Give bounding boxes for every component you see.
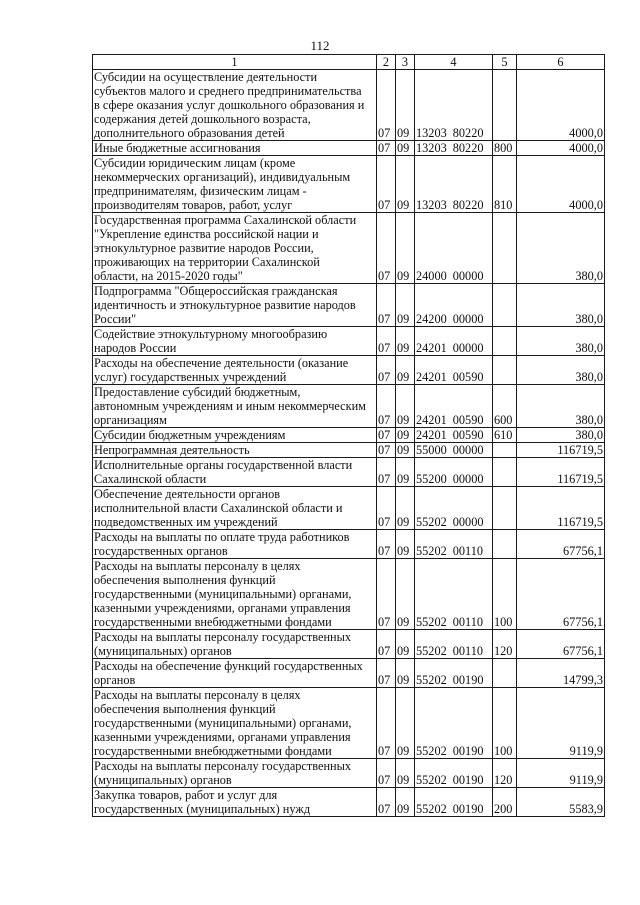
direction-code: 00110: [452, 544, 484, 558]
column-header: 5: [493, 55, 517, 70]
expense-type-code: 100: [493, 688, 517, 759]
target-article-code: [415, 284, 493, 327]
expense-type-code: [493, 443, 517, 458]
program-code: 13203: [416, 126, 447, 140]
row-description: Расходы на выплаты персоналу государственных (муниципальных) органов: [93, 759, 377, 788]
row-description: Обеспечение деятельности органов исполнительной власти Сахалинской области и подведомственных им учреждений: [93, 487, 377, 530]
expense-type-code: 100: [493, 559, 517, 630]
subsection-code: 09: [396, 156, 415, 213]
section-code: 07: [377, 327, 396, 356]
expense-type-code: [493, 458, 517, 487]
subsection-code: 09: [396, 788, 415, 817]
program-code: 55202: [416, 802, 447, 816]
subsection-code: 09: [396, 356, 415, 385]
program-code: 24201: [416, 428, 447, 442]
table-row: [93, 327, 605, 356]
row-description: Исполнительные органы государственной власти Сахалинской области: [93, 458, 377, 487]
target-article-code: [415, 788, 493, 817]
column-header: 1: [93, 55, 377, 70]
target-article-code: [415, 759, 493, 788]
program-code: 24000: [416, 269, 447, 283]
program-code: 55000: [416, 443, 447, 457]
amount: 67756,1: [517, 630, 605, 659]
row-description: Иные бюджетные ассигнования: [93, 141, 377, 156]
column-header: 4: [415, 55, 493, 70]
expense-type-code: [493, 530, 517, 559]
target-article-code: [415, 443, 493, 458]
expense-type-code: 800: [493, 141, 517, 156]
amount: 380,0: [517, 213, 605, 284]
expense-type-code: 120: [493, 630, 517, 659]
table-row: [93, 487, 605, 530]
row-description: Расходы на выплаты персоналу в целях обеспечения выполнения функций государственными (муниципальными) органами, казенными учреждениями, органами управления государственными внебюджетными фондами: [93, 688, 377, 759]
subsection-code: 09: [396, 70, 415, 141]
subsection-code: 09: [396, 327, 415, 356]
target-article-code: [415, 385, 493, 428]
program-code: 55202: [416, 544, 447, 558]
section-code: 07: [377, 630, 396, 659]
subsection-code: 09: [396, 213, 415, 284]
amount: 380,0: [517, 428, 605, 443]
target-article-code: [415, 688, 493, 759]
table-row: [93, 788, 605, 817]
table-row: [93, 385, 605, 428]
direction-code: 00590: [452, 413, 484, 427]
program-code: 24201: [416, 370, 447, 384]
program-code: 55202: [416, 615, 447, 629]
program-code: 55202: [416, 744, 447, 758]
subsection-code: 09: [396, 659, 415, 688]
subsection-code: 09: [396, 688, 415, 759]
table-row: [93, 141, 605, 156]
amount: 380,0: [517, 356, 605, 385]
direction-code: 00190: [452, 802, 484, 816]
subsection-code: 09: [396, 428, 415, 443]
row-description: Непрограммная деятельность: [93, 443, 377, 458]
program-code: 24201: [416, 341, 447, 355]
direction-code: 00000: [452, 515, 484, 529]
program-code: 55202: [416, 515, 447, 529]
row-description: Субсидии бюджетным учреждениям: [93, 428, 377, 443]
section-code: 07: [377, 385, 396, 428]
program-code: 55202: [416, 773, 447, 787]
program-code: 55200: [416, 472, 447, 486]
table-row: [93, 356, 605, 385]
amount: 380,0: [517, 327, 605, 356]
column-header: 2: [377, 55, 396, 70]
direction-code: 00000: [452, 269, 484, 283]
expense-type-code: 610: [493, 428, 517, 443]
target-article-code: [415, 659, 493, 688]
table-row: [93, 759, 605, 788]
subsection-code: 09: [396, 530, 415, 559]
row-description: Расходы на обеспечение деятельности (оказание услуг) государственных учреждений: [93, 356, 377, 385]
direction-code: 80220: [452, 126, 484, 140]
section-code: 07: [377, 428, 396, 443]
expense-type-code: [493, 213, 517, 284]
row-description: Содействие этнокультурному многообразию народов России: [93, 327, 377, 356]
program-code: 55202: [416, 673, 447, 687]
section-code: 07: [377, 284, 396, 327]
expense-type-code: [493, 356, 517, 385]
subsection-code: 09: [396, 141, 415, 156]
expense-type-code: [493, 659, 517, 688]
budget-table: [92, 54, 605, 817]
amount: 14799,3: [517, 659, 605, 688]
program-code: 24201: [416, 413, 447, 427]
subsection-code: 09: [396, 759, 415, 788]
subsection-code: 09: [396, 458, 415, 487]
amount: 380,0: [517, 385, 605, 428]
direction-code: 00190: [452, 673, 484, 687]
amount: 4000,0: [517, 156, 605, 213]
subsection-code: 09: [396, 284, 415, 327]
section-code: 07: [377, 688, 396, 759]
section-code: 07: [377, 759, 396, 788]
expense-type-code: 200: [493, 788, 517, 817]
target-article-code: [415, 487, 493, 530]
amount: 116719,5: [517, 443, 605, 458]
section-code: 07: [377, 156, 396, 213]
target-article-code: [415, 213, 493, 284]
table-row: [93, 284, 605, 327]
table-row: [93, 458, 605, 487]
program-code: 55202: [416, 644, 447, 658]
subsection-code: 09: [396, 630, 415, 659]
expense-type-code: [493, 284, 517, 327]
amount: 4000,0: [517, 141, 605, 156]
column-header: 3: [396, 55, 415, 70]
section-code: 07: [377, 530, 396, 559]
expense-type-code: [493, 487, 517, 530]
table-row: [93, 659, 605, 688]
table-header-row: [93, 55, 605, 70]
amount: 116719,5: [517, 487, 605, 530]
section-code: 07: [377, 458, 396, 487]
target-article-code: [415, 327, 493, 356]
row-description: Субсидии на осуществление деятельности субъектов малого и среднего предпринимательства в сфере оказания услуг дошкольного образования и содержания детей дошкольного возраста, дополнительного образования детей: [93, 70, 377, 141]
table-row: [93, 70, 605, 141]
direction-code: 00590: [452, 370, 484, 384]
table-row: [93, 443, 605, 458]
table-row: [93, 688, 605, 759]
row-description: Субсидии юридическим лицам (кроме некоммерческих организаций), индивидуальным предпринимателям, физическим лицам - производителям товаров, работ, услуг: [93, 156, 377, 213]
direction-code: 00000: [452, 312, 484, 326]
row-description: Расходы на выплаты персоналу в целях обеспечения выполнения функций государственными (муниципальными) органами, казенными учреждениями, органами управления государственными внебюджетными фондами: [93, 559, 377, 630]
target-article-code: [415, 70, 493, 141]
program-code: 24200: [416, 312, 447, 326]
expense-type-code: [493, 70, 517, 141]
section-code: 07: [377, 70, 396, 141]
subsection-code: 09: [396, 559, 415, 630]
section-code: 07: [377, 659, 396, 688]
row-description: Предоставление субсидий бюджетным, автономным учреждениям и иным некоммерческим организациям: [93, 385, 377, 428]
row-description: Расходы на обеспечение функций государственных органов: [93, 659, 377, 688]
table-row: [93, 428, 605, 443]
subsection-code: 09: [396, 487, 415, 530]
row-description: Подпрограмма "Общероссийская гражданская идентичность и этнокультурное развитие народов России": [93, 284, 377, 327]
target-article-code: [415, 630, 493, 659]
amount: 4000,0: [517, 70, 605, 141]
amount: 5583,9: [517, 788, 605, 817]
row-description: Государственная программа Сахалинской области "Укрепление единства российской нации и этнокультурное развитие народов России, проживающих на территории Сахалинской области, на 2015-2020 годы": [93, 213, 377, 284]
direction-code: 00000: [452, 341, 484, 355]
amount: 9119,9: [517, 688, 605, 759]
section-code: 07: [377, 487, 396, 530]
expense-type-code: 120: [493, 759, 517, 788]
program-code: 13203: [416, 198, 447, 212]
direction-code: 00190: [452, 744, 484, 758]
subsection-code: 09: [396, 443, 415, 458]
amount: 67756,1: [517, 530, 605, 559]
target-article-code: [415, 530, 493, 559]
table-row: [93, 213, 605, 284]
target-article-code: [415, 141, 493, 156]
table-row: [93, 156, 605, 213]
direction-code: 00110: [452, 615, 484, 629]
section-code: 07: [377, 788, 396, 817]
row-description: Расходы на выплаты персоналу государственных (муниципальных) органов: [93, 630, 377, 659]
target-article-code: [415, 428, 493, 443]
target-article-code: [415, 458, 493, 487]
expense-type-code: 600: [493, 385, 517, 428]
column-header: 6: [517, 55, 605, 70]
row-description: Закупка товаров, работ и услуг для государственных (муниципальных) нужд: [93, 788, 377, 817]
direction-code: 00190: [452, 773, 484, 787]
amount: 116719,5: [517, 458, 605, 487]
amount: 380,0: [517, 284, 605, 327]
amount: 9119,9: [517, 759, 605, 788]
section-code: 07: [377, 443, 396, 458]
subsection-code: 09: [396, 385, 415, 428]
direction-code: 80220: [452, 141, 484, 155]
table-row: [93, 530, 605, 559]
table-body: [93, 70, 605, 817]
target-article-code: [415, 356, 493, 385]
target-article-code: [415, 156, 493, 213]
direction-code: 00110: [452, 644, 484, 658]
page-number: 112: [310, 38, 330, 53]
table-row: [93, 630, 605, 659]
row-description: Расходы на выплаты по оплате труда работников государственных органов: [93, 530, 377, 559]
table-row: [93, 559, 605, 630]
amount: 67756,1: [517, 559, 605, 630]
section-code: 07: [377, 213, 396, 284]
direction-code: 00590: [452, 428, 484, 442]
target-article-code: [415, 559, 493, 630]
program-code: 13203: [416, 141, 447, 155]
direction-code: 80220: [452, 198, 484, 212]
section-code: 07: [377, 141, 396, 156]
section-code: 07: [377, 559, 396, 630]
direction-code: 00000: [452, 472, 484, 486]
expense-type-code: 810: [493, 156, 517, 213]
section-code: 07: [377, 356, 396, 385]
expense-type-code: [493, 327, 517, 356]
direction-code: 00000: [452, 443, 484, 457]
